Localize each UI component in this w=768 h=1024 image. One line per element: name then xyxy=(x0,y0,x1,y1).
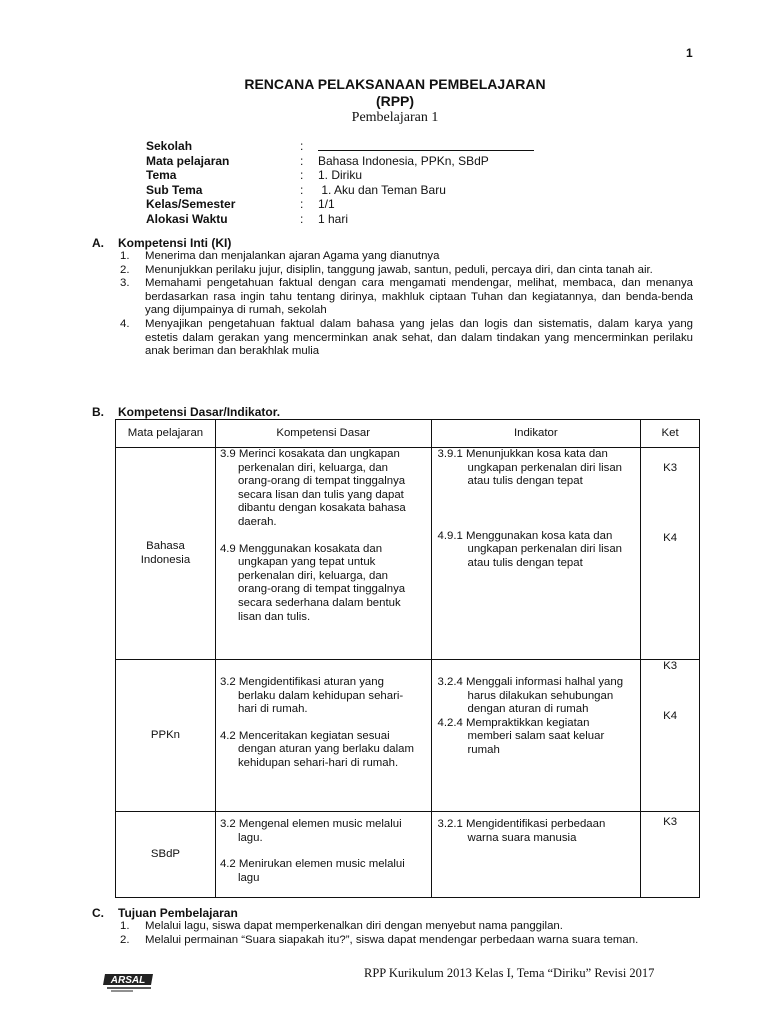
info-label: Mata pelajaran xyxy=(146,153,230,168)
info-value: 1/1 xyxy=(318,197,335,212)
document-subtitle: Pembelajaran 1 xyxy=(351,110,439,125)
indicator-cell: 3.2.1 Mengidentifikasi perbedaan warna suara manusia xyxy=(431,812,641,898)
info-label: Sub Tema xyxy=(146,182,203,197)
info-row-class: Kelas/Semester : 1/1 xyxy=(146,197,335,212)
ket-cell: K3 xyxy=(641,812,700,898)
kd-cell: 3.2 Mengenal elemen music melalui lagu. 4.2 Menirukan elemen music melalui lagu xyxy=(215,812,431,898)
list-item: 3. Memahami pengetahuan faktual dengan cara mengamati mendengar, melihat, membaca, dan menanya berdasarkan rasa ingin tahu tentang dirinya, makhluk ciptaan Tuhan dan kegiatannya, dan benda-benda yang dijumpainya di rumah, sekolah xyxy=(120,277,693,317)
info-value: 1. Aku dan Teman Baru xyxy=(318,182,446,197)
kd-cell: 3.2 Mengidentifikasi aturan yang berlaku dalam kehidupan sehari- hari di rumah. 4.2 Menceritakan kegiatan sesuai dengan aturan yang berlaku dalam kehidupan sehari-hari di rumah. xyxy=(215,660,431,812)
table-row xyxy=(116,448,700,660)
svg-text:ARSAL: ARSAL xyxy=(110,975,146,986)
section-c-heading: C. Tujuan Pembelajaran xyxy=(92,906,238,920)
header-ket: Ket xyxy=(641,420,700,448)
subject-cell: SBdP xyxy=(116,812,216,898)
competency-table xyxy=(115,419,700,898)
info-value: Bahasa Indonesia, PPKn, SBdP xyxy=(318,153,489,168)
footer-text: RPP Kurikulum 2013 Kelas I, Tema “Diriku” Revisi 2017 xyxy=(364,966,655,980)
publisher-logo xyxy=(103,968,155,994)
ket-cell: K3 K4 xyxy=(641,660,700,812)
core-competency-list xyxy=(120,250,693,359)
info-value: 1 hari xyxy=(318,211,349,226)
school-blank-line xyxy=(318,139,534,151)
list-item: 2. Menunjukkan perilaku jujur, disiplin, tanggung jawab, santun, peduli, percaya diri, dan cinta tanah air. xyxy=(120,263,653,276)
info-row-theme: Tema : 1. Diriku xyxy=(146,168,363,183)
document-title-abbr: (RPP) xyxy=(375,93,415,109)
subject-cell: PPKn xyxy=(116,660,216,812)
info-row-subject: Mata pelajaran : Bahasa Indonesia, PPKn, SBdP xyxy=(146,153,489,168)
info-value: 1. Diriku xyxy=(318,168,363,183)
list-item: 4. Menyajikan pengetahuan faktual dalam bahasa yang jelas dan logis dan sistematis, dalam karya yang estetis dalam gerakan yang mencerminkan anak sehat, dan dalam tindakan yang mencerminkan perilaku anak beriman dan berakhlak mulia xyxy=(120,317,693,358)
header-indicator: Indikator xyxy=(431,420,641,448)
header-kd: Kompetensi Dasar xyxy=(215,420,431,448)
indicator-cell: 3.9.1 Menunjukkan kosa kata dan ungkapan perkenalan diri lisan atau tulis dengan tepat 4.9.1 Menggunakan kosa kata dan ungkapan perkenalan diri lisan atau tulis dengan tepat xyxy=(431,448,641,660)
subject-cell: Bahasa Indonesia xyxy=(116,448,216,660)
indicator-cell: 3.2.4 Menggali informasi halhal yang harus dilakukan sehubungan dengan aturan di rumah 4.2.4 Mempraktikkan kegiatan memberi salam saat keluar rumah xyxy=(431,660,641,812)
info-label: Kelas/Semester xyxy=(146,197,236,212)
page-number: 1 xyxy=(686,46,693,60)
info-row-school: Sekolah : xyxy=(146,139,534,154)
info-row-subtheme: Sub Tema : 1. Aku dan Teman Baru xyxy=(146,182,446,197)
info-label: Tema xyxy=(146,168,177,183)
info-row-time: Alokasi Waktu : 1 hari xyxy=(146,211,349,226)
table-row xyxy=(116,812,700,898)
info-label: Sekolah xyxy=(146,139,193,153)
section-b-heading: B. Kompetensi Dasar/Indikator. xyxy=(92,405,281,419)
kd-cell: 3.9 Merinci kosakata dan ungkapan perkenalan diri, keluarga, dan orang-orang di tempat tinggalnya secara lisan dan tulis yang dapat dibantu dengan kosakata bahasa daerah. 4.9 Menggunakan kosakata dan ungkapan yang tepat untuk perkenalan diri, keluarga, dan orang-orang di tempat tinggalnya secara sederhana dalam bentuk lisan dan tulis. xyxy=(215,448,431,660)
section-a-heading: A. Kompetensi Inti (KI) xyxy=(92,236,232,250)
list-item: 1. Menerima dan menjalankan ajaran Agama yang dianutnya xyxy=(120,250,440,262)
list-item: 1. Melalui lagu, siswa dapat memperkenalkan diri dengan menyebut nama panggilan. xyxy=(120,920,563,932)
table-row xyxy=(116,660,700,812)
ket-cell: K3 K4 xyxy=(641,448,700,660)
header-subject: Mata pelajaran xyxy=(116,420,216,448)
table-header-row xyxy=(116,420,700,448)
document-title: RENCANA PELAKSANAAN PEMBELAJARAN xyxy=(244,76,546,92)
learning-objectives-list xyxy=(120,920,693,947)
info-label: Alokasi Waktu xyxy=(146,211,228,226)
identity-block xyxy=(146,139,534,227)
list-item: 2. Melalui permainan “Suara siapakah itu?”, siswa dapat mendengar perbedaan warna suara teman. xyxy=(120,933,639,946)
